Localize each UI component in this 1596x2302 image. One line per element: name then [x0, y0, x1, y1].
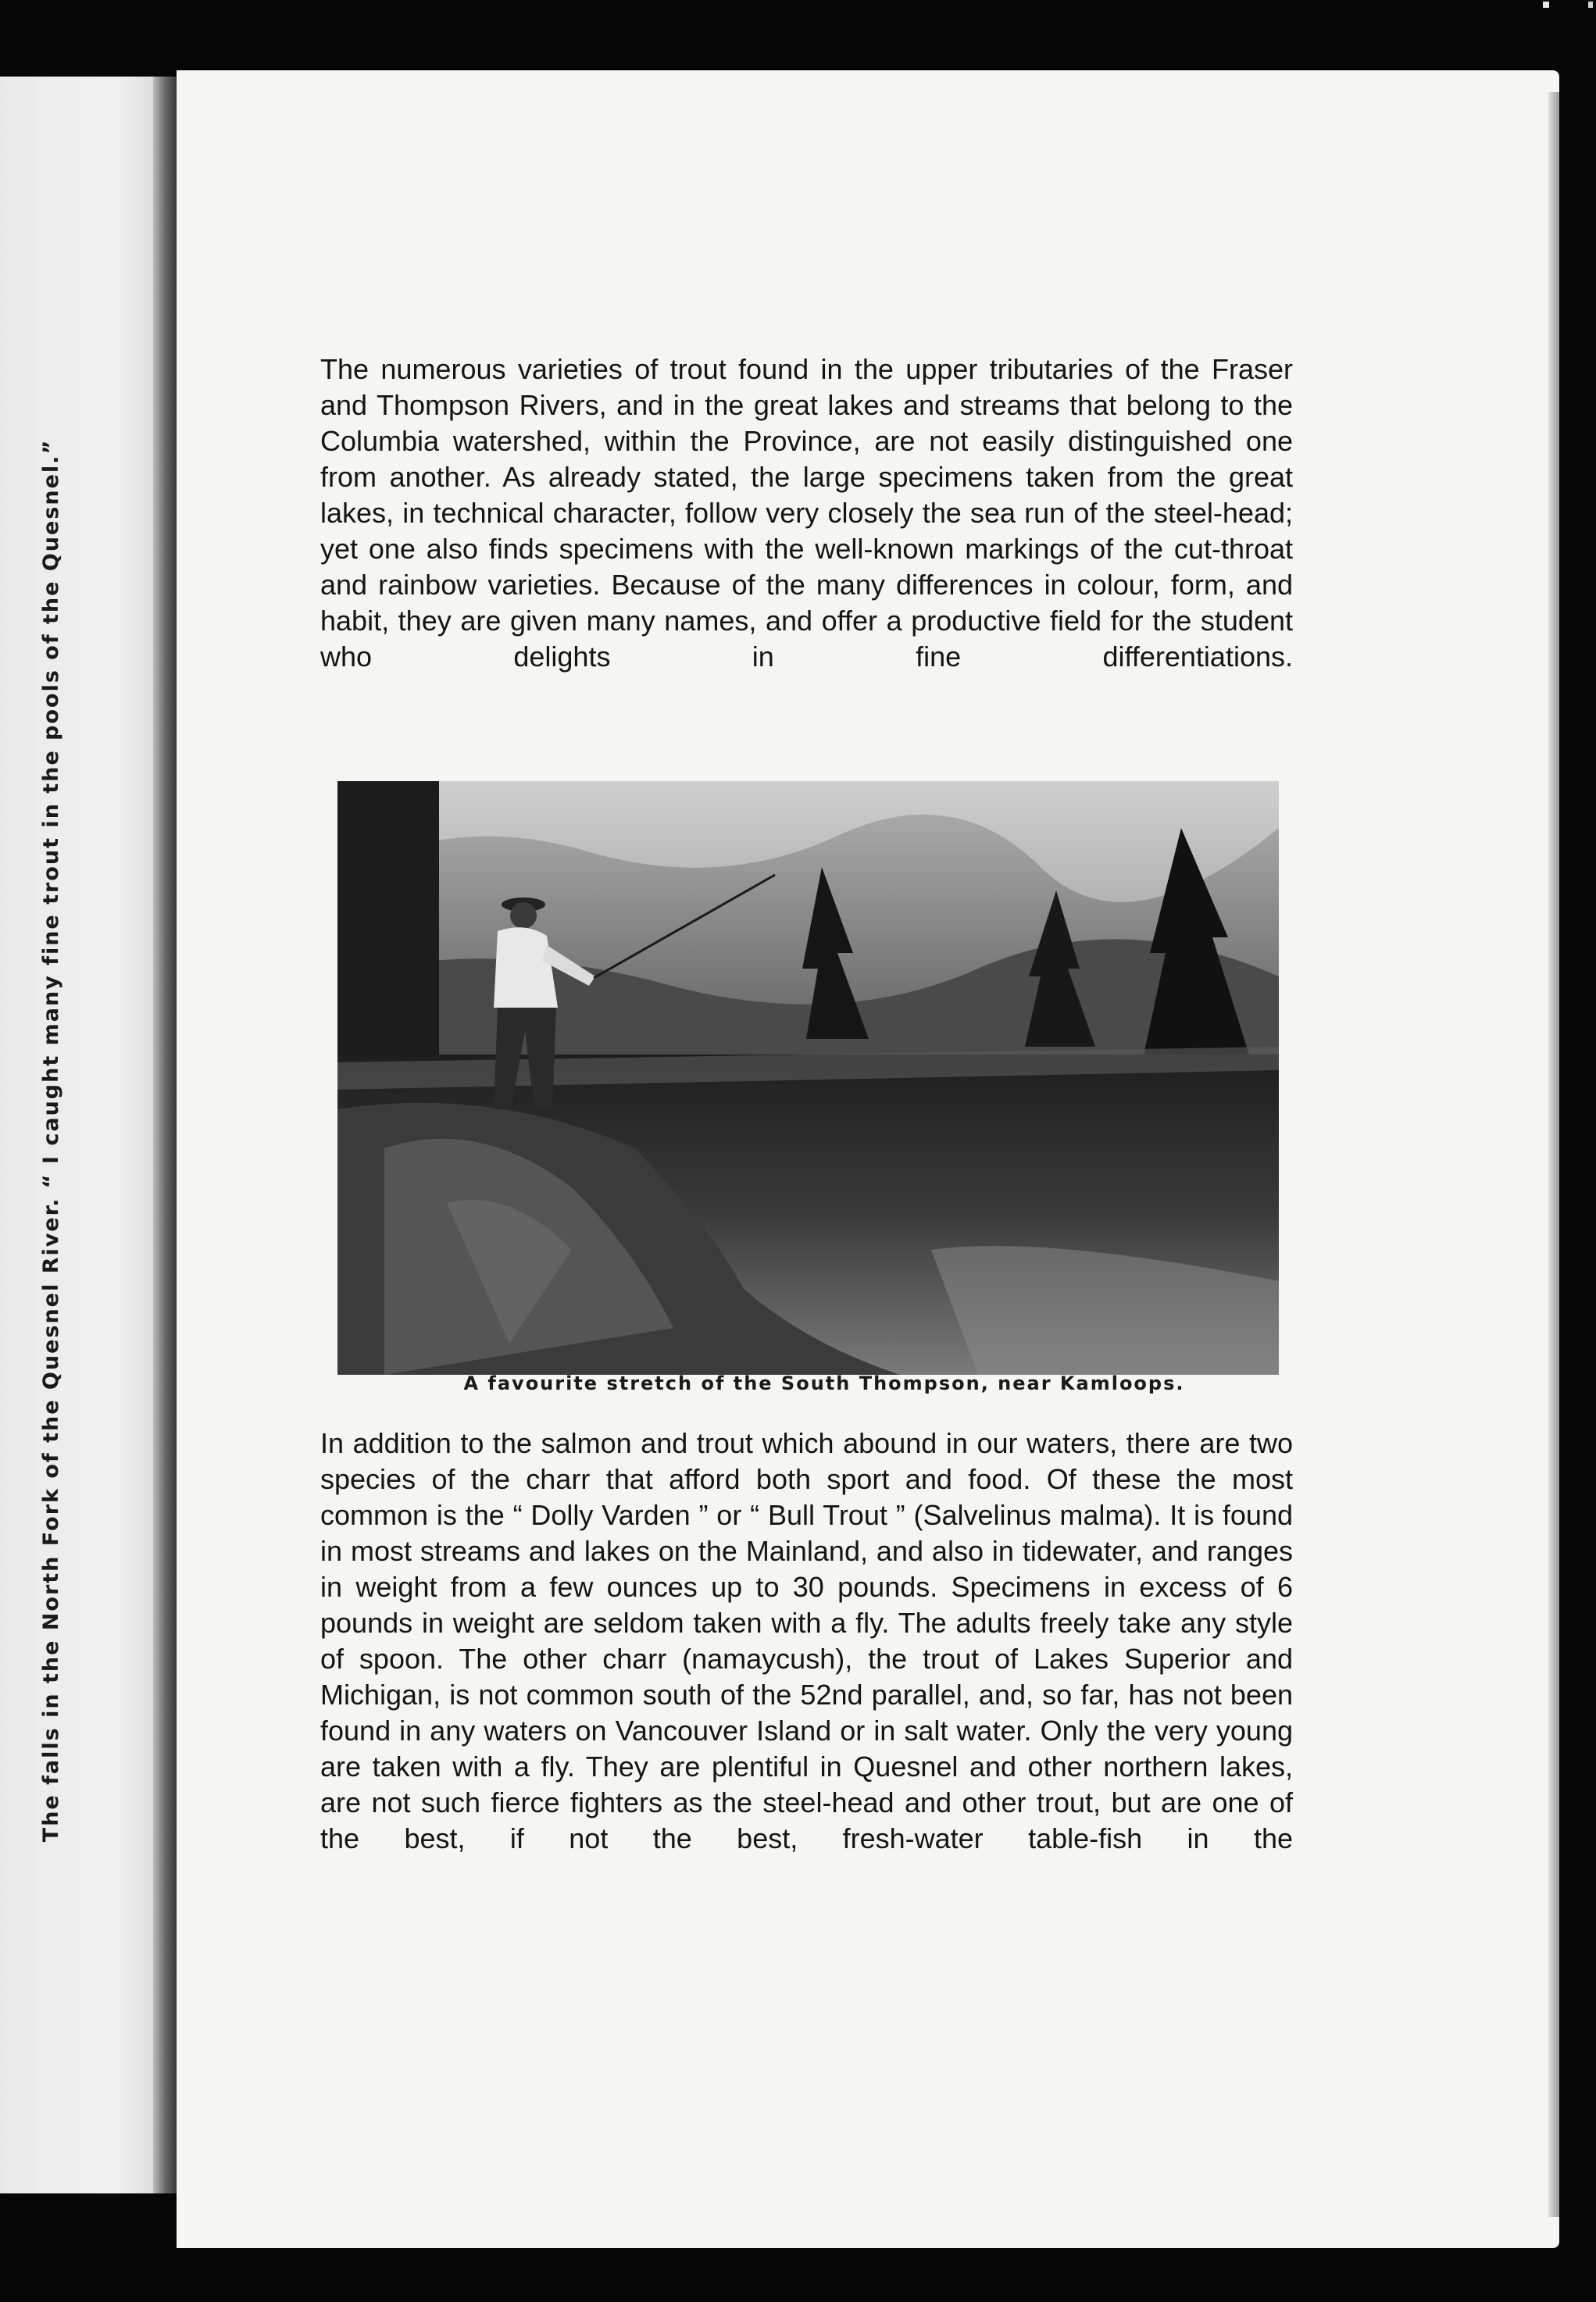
page-edge — [1548, 92, 1559, 2217]
photo-illustration — [337, 781, 1279, 1375]
photo-caption: A favourite stretch of the South Thompson, near Kamloops. — [463, 1372, 1185, 1394]
paragraph-charr-species: In addition to the salmon and trout which abound in our waters, there are two species of the charr that afford both sport and food. Of these the most common is the “ Dolly Varden ” or “ Bull Trout ” (Salvelinus malma). It is found in most streams and lakes on the Mainland, and also in tidewater, and ranges in weight from a few ounces up to 30 pounds. Specimens in excess of 6 pounds in weight are seldom taken with a fly. The adults freely take any style of spoon. The other charr (namaycush), the trout of Lakes Superior and Michigan, is not common south of the 52nd parallel, and, so far, has not been found in any waters on Vancouver Island or in salt water. Only the very young are taken with a fly. They are plentiful in Quesnel and other northern lakes, are not such fierce fighters as the steel-head and other trout, but are one of the best, if not the best, fresh-water table-fish in the — [320, 1427, 1293, 1854]
river-fishing-photo — [337, 781, 1279, 1375]
left-page — [0, 77, 166, 2193]
book-gutter — [153, 77, 180, 2193]
paragraph-trout-varieties: The numerous varieties of trout found in the upper tributaries of the Fraser and Thompson Rivers, and in the great lakes and streams that belong to the Columbia watershed, within the Province, are not easily distinguished one from another. As already stated, the large specimens taken from the great lakes, in technical character, follow very closely the sea run of the steel-head; yet one also finds specimens with the well-known markings of the cut-throat and rainbow varieties. Because of the many differences in colour, form, and habit, they are given many names, and offer a productive field for the student who delights in fine differentiations. — [320, 353, 1293, 673]
scan-artifact — [1543, 2, 1549, 8]
scan-artifact — [1588, 2, 1593, 8]
side-photo-caption: The falls in the North Fork of the Quesnel River. “ I caught many fine trout in the pools of the Quesnel.” — [39, 438, 63, 1843]
